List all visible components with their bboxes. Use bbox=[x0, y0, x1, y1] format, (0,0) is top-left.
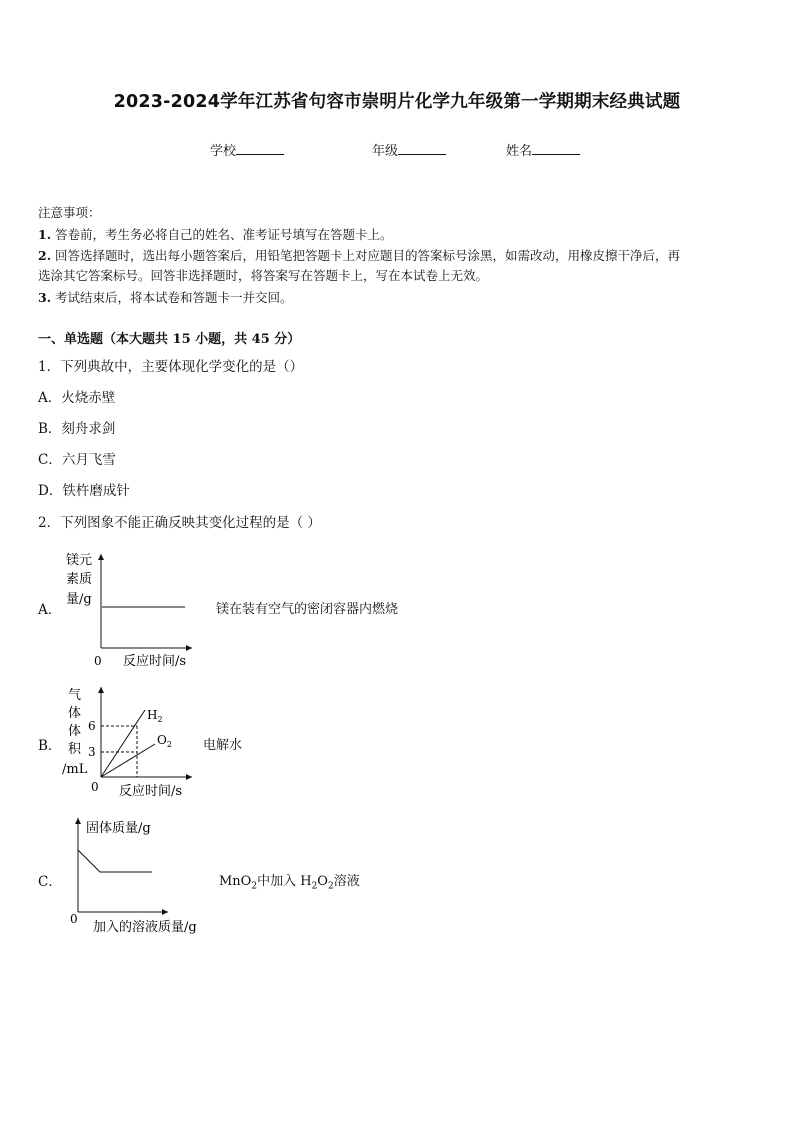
graph-a-origin: 0 bbox=[94, 654, 102, 668]
graph-b-y-label-2: 体 bbox=[68, 706, 82, 721]
graph-a bbox=[60, 548, 200, 672]
graph-b-y-label-1: 气 bbox=[68, 688, 82, 703]
notes-heading: 注意事项： bbox=[38, 205, 101, 220]
graph-b-o2-sub: 2 bbox=[166, 740, 172, 749]
note-2-text-b: 选涂其它答案标号。回答非选择题时，将答案写在答题卡上，写在本试卷上无效。 bbox=[38, 268, 489, 283]
question-2-option-b-label: B． bbox=[38, 738, 62, 754]
graph-b-y-label-4: 积 bbox=[68, 742, 82, 757]
note-1-number: 1. bbox=[38, 227, 52, 242]
graph-c bbox=[62, 814, 222, 938]
graph-c-y-label: 固体质量/g bbox=[86, 821, 151, 836]
graph-b-y-label-5: /mL bbox=[62, 762, 88, 777]
graph-b-o2-label bbox=[157, 733, 172, 749]
note-item-2 bbox=[38, 246, 680, 264]
grade-field bbox=[372, 140, 446, 159]
graph-c-caption-a: MnO bbox=[219, 874, 252, 889]
exam-title: 2023-2024学年江苏省句容市崇明片化学九年级第一学期期末经典试题 bbox=[113, 92, 681, 112]
graph-b-y-label-3: 体 bbox=[68, 724, 82, 739]
question-1-option-b: B．刻舟求剑 bbox=[38, 421, 116, 437]
question-1-stem: 1．下列典故中，主要体现化学变化的是（） bbox=[38, 359, 304, 375]
question-1-option-a: A．火烧赤壁 bbox=[38, 390, 116, 406]
graph-c-data-line bbox=[78, 850, 152, 872]
graph-b-tick-3: 3 bbox=[88, 745, 96, 759]
name-blank bbox=[532, 142, 580, 155]
graph-a-y-label-3: 量/g bbox=[66, 592, 92, 607]
graph-b-h2-label bbox=[147, 708, 163, 724]
note-2-number: 2. bbox=[38, 248, 52, 263]
graph-a-caption: 镁在装有空气的密闭容器内燃烧 bbox=[216, 602, 399, 617]
graph-c-caption bbox=[219, 870, 360, 892]
school-label: 学校 bbox=[210, 144, 237, 159]
graph-c-caption-b: 中加入 H bbox=[257, 874, 312, 889]
graph-a-x-label: 反应时间/s bbox=[123, 654, 187, 669]
graph-c-caption-sub3: 2 bbox=[327, 881, 334, 892]
graph-a-y-label-2: 素质 bbox=[66, 572, 93, 587]
grade-blank bbox=[398, 142, 446, 155]
graph-a-y-label-1: 镁元 bbox=[66, 553, 93, 568]
graph-b-h2-text: H bbox=[147, 708, 158, 722]
graph-c-caption-sub1: 2 bbox=[251, 881, 258, 892]
graph-c-x-label: 加入的溶液质量/g bbox=[93, 920, 197, 935]
school-blank bbox=[236, 142, 284, 155]
graph-c-caption-c: O bbox=[317, 874, 328, 889]
question-2-option-c-label: C． bbox=[38, 874, 62, 890]
section-heading: 一、单选题（本大题共 15 小题，共 45 分） bbox=[38, 332, 301, 347]
name-field bbox=[506, 140, 580, 159]
question-1-option-c: C．六月飞雪 bbox=[38, 452, 116, 468]
graph-c-caption-sub2: 2 bbox=[311, 881, 318, 892]
note-3-text: 考试结束后，将本试卷和答题卡一并交回。 bbox=[55, 290, 293, 305]
note-3-number: 3. bbox=[38, 290, 52, 305]
note-1-text: 答卷前，考生务必将自己的姓名、准考证号填写在答题卡上。 bbox=[55, 227, 393, 242]
graph-b-x-label: 反应时间/s bbox=[119, 784, 183, 799]
graph-b-tick-6: 6 bbox=[88, 719, 96, 733]
graph-b-h2-line bbox=[101, 710, 145, 777]
graph-b-o2-text: O bbox=[157, 733, 167, 747]
note-item-3 bbox=[38, 288, 293, 306]
grade-label: 年级 bbox=[372, 144, 399, 159]
name-label: 姓名 bbox=[506, 144, 533, 159]
question-2-option-a-label: A． bbox=[38, 602, 62, 618]
graph-b-o2-line bbox=[101, 744, 155, 777]
graph-b-origin: 0 bbox=[91, 780, 99, 794]
graph-b-h2-sub: 2 bbox=[157, 715, 163, 724]
question-1-option-d: D．铁杵磨成针 bbox=[38, 483, 130, 499]
note-item-1 bbox=[38, 225, 393, 243]
note-2-text-a: 回答选择题时，选出每小题答案后，用铅笔把答题卡上对应题目的答案标号涂黑，如需改动，用橡皮擦干净后，再 bbox=[55, 248, 681, 263]
graph-b bbox=[58, 684, 208, 804]
graph-c-caption-d: 溶液 bbox=[333, 874, 360, 889]
graph-c-origin: 0 bbox=[70, 912, 78, 926]
graph-b-caption: 电解水 bbox=[203, 738, 243, 753]
question-2-stem: 2．下列图象不能正确反映其变化过程的是（ ） bbox=[38, 515, 321, 531]
school-field bbox=[210, 140, 284, 159]
